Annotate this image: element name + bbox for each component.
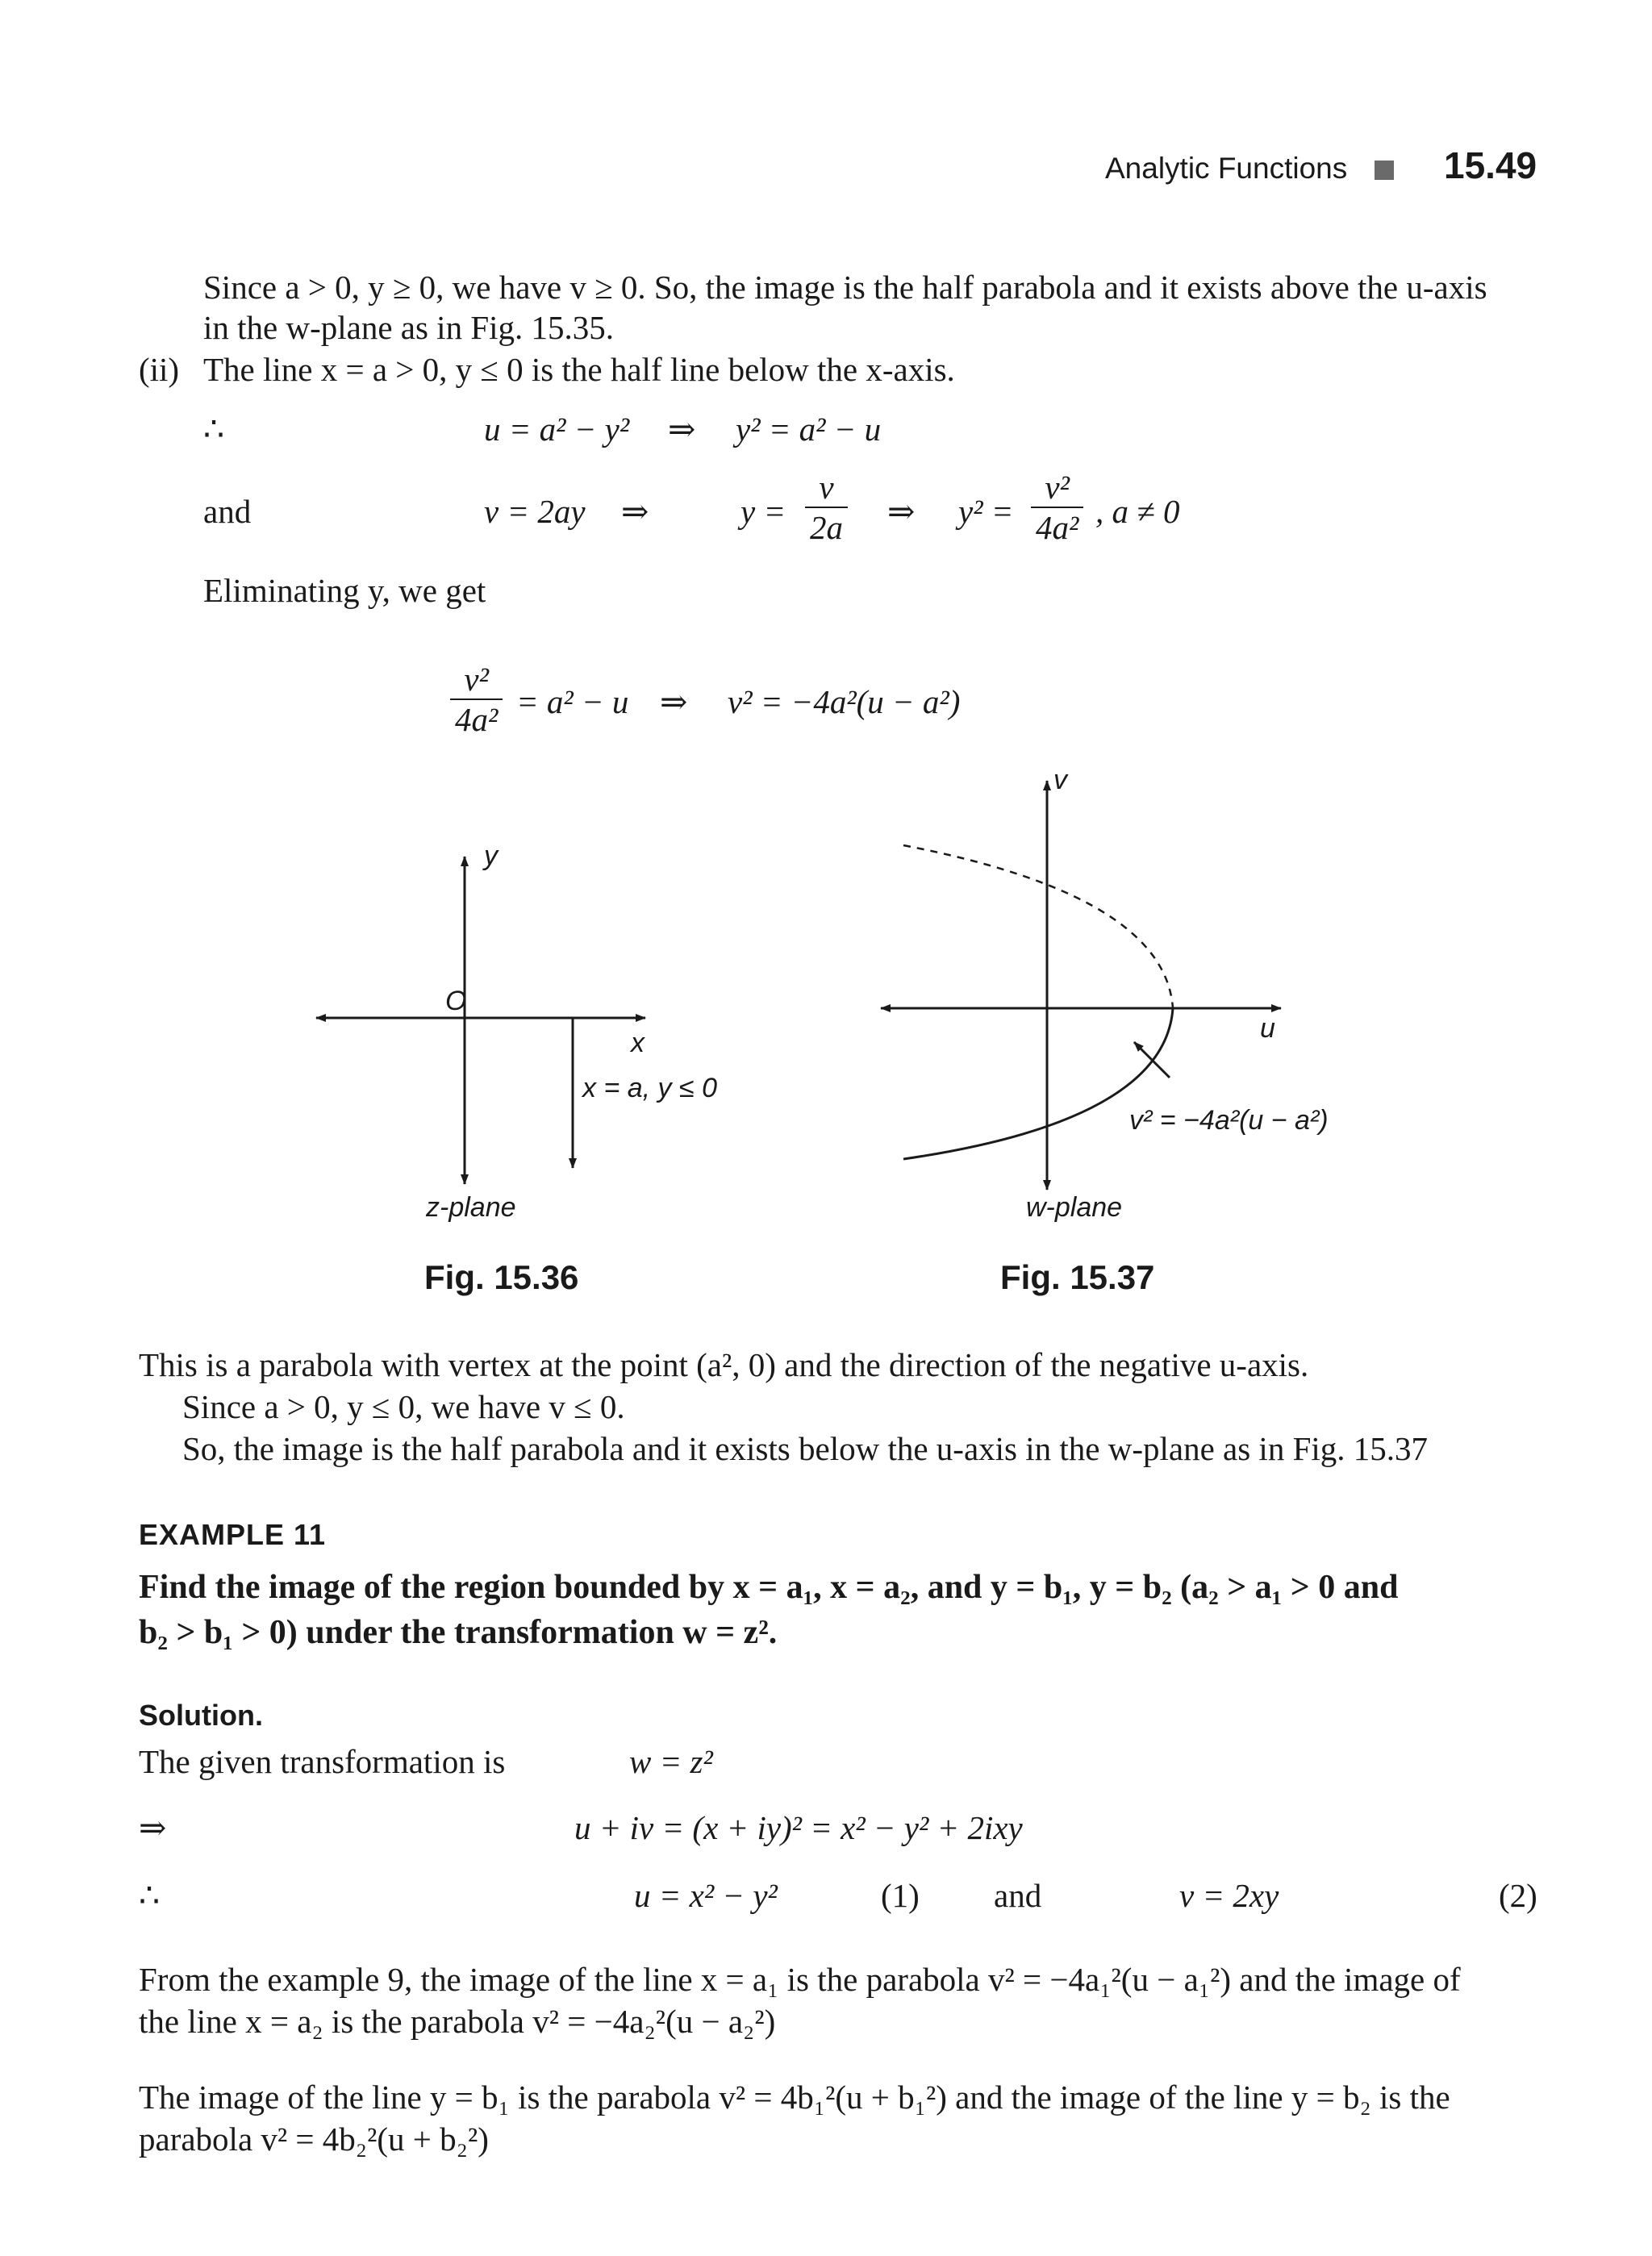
fraction-numerator: v² bbox=[1045, 469, 1070, 506]
equation-v-imag: v = 2xy bbox=[1179, 1877, 1279, 1914]
paragraph-line: The image of the line y = b₁ is the parabola v² = 4b₁²(u + b₁²) and the image of the line y = b₂ is the bbox=[139, 2079, 1450, 2116]
fraction-numerator: v bbox=[819, 469, 834, 506]
origin-label: O bbox=[445, 986, 467, 1016]
plane-label: w-plane bbox=[1026, 1192, 1123, 1223]
fraction-denominator: 2a bbox=[805, 507, 848, 547]
implies-arrow: ⇒ bbox=[139, 1809, 167, 1846]
fraction-v2-over-4a2 bbox=[1024, 468, 1090, 547]
axis-label-x: x bbox=[631, 1028, 645, 1058]
implies-arrow: ⇒ bbox=[668, 411, 696, 448]
condition-a-nonzero: , a ≠ 0 bbox=[1095, 493, 1180, 530]
paragraph-line: The given transformation is bbox=[139, 1743, 506, 1780]
list-item-text: The line x = a > 0, y ≤ 0 is the half line below the x-axis. bbox=[203, 351, 955, 388]
paragraph-line: From the example 9, the image of the line x = a₁ is the parabola v² = −4a₁²(u − a₁²) and the image of bbox=[139, 1961, 1461, 1998]
and-word: and bbox=[994, 1877, 1042, 1914]
equation-w-z2: w = z² bbox=[629, 1743, 713, 1780]
fraction-denominator: 4a² bbox=[1031, 507, 1083, 547]
axis-label-y: y bbox=[484, 840, 498, 871]
example-heading: EXAMPLE 11 bbox=[139, 1518, 327, 1551]
implies-arrow: ⇒ bbox=[660, 683, 688, 720]
paragraph-line: This is a parabola with vertex at the point (a², 0) and the direction of the negative u-axis. bbox=[139, 1346, 1309, 1383]
fraction-v2-over-4a2 bbox=[444, 660, 509, 739]
paragraph-line: Since a > 0, y ≥ 0, we have v ≥ 0. So, the image is the half parabola and it exists above the u-axis bbox=[203, 269, 1487, 306]
paragraph-line: the line x = a₂ is the parabola v² = −4a₂²(u − a₂²) bbox=[139, 2003, 776, 2040]
fraction-v-over-2a bbox=[799, 468, 854, 547]
example-question-line: b₂ > b₁ > 0) under the transformation w = z². bbox=[139, 1614, 778, 1651]
figure-15-37 bbox=[871, 766, 1387, 1202]
equation-mid: = a² − u bbox=[516, 683, 629, 720]
implies-arrow: ⇒ bbox=[887, 493, 916, 530]
header-square-icon bbox=[1375, 161, 1394, 180]
equation-expansion: u + iv = (x + iy)² = x² − y² + 2ixy bbox=[574, 1809, 1023, 1846]
paragraph-line: in the w-plane as in Fig. 15.35. bbox=[203, 309, 615, 346]
implies-arrow: ⇒ bbox=[621, 493, 649, 530]
and-word: and bbox=[203, 493, 252, 530]
equation-y-eq: y = bbox=[740, 493, 786, 530]
equation-y2: y² = a² − u bbox=[736, 411, 882, 448]
figure-caption: Fig. 15.37 bbox=[1000, 1258, 1155, 1296]
paragraph-line: parabola v² = 4b₂²(u + b₂²) bbox=[139, 2120, 489, 2158]
equation-y2-eq: y² = bbox=[958, 493, 1014, 530]
line-label: x = a, y ≤ 0 bbox=[582, 1073, 718, 1103]
parabola-upper-half-dashed bbox=[903, 845, 1173, 1008]
example-question-line: Find the image of the region bounded by x = a₁, x = a₂, and y = b₁, y = b₂ (a₂ > a₁ > 0 and bbox=[139, 1569, 1399, 1606]
axis-label-u: u bbox=[1260, 1013, 1275, 1044]
label-pointer-arrow bbox=[1134, 1042, 1170, 1078]
paragraph-line: So, the image is the half parabola and it exists below the u-axis in the w-plane as in Fig. 15.37 bbox=[182, 1430, 1429, 1467]
equation-tag: (1) bbox=[881, 1877, 920, 1914]
plane-label: z-plane bbox=[426, 1192, 516, 1223]
fraction-denominator: 4a² bbox=[450, 698, 503, 739]
equation-parabola: v² = −4a²(u − a²) bbox=[728, 683, 961, 720]
fraction-numerator: v² bbox=[464, 661, 489, 698]
running-header-title: Analytic Functions bbox=[1105, 152, 1348, 185]
curve-label: v² = −4a²(u − a²) bbox=[1129, 1105, 1329, 1136]
paragraph-line: Eliminating y, we get bbox=[203, 572, 486, 609]
axis-label-v: v bbox=[1053, 765, 1067, 795]
equation-u-real: u = x² − y² bbox=[634, 1877, 778, 1914]
equation-u: u = a² − y² bbox=[484, 411, 630, 448]
solution-heading: Solution. bbox=[139, 1699, 263, 1732]
figure-15-36 bbox=[307, 839, 726, 1194]
therefore-symbol: ∴ bbox=[139, 1877, 161, 1914]
therefore-symbol: ∴ bbox=[203, 411, 225, 448]
paragraph-line: Since a > 0, y ≤ 0, we have v ≤ 0. bbox=[182, 1388, 625, 1425]
list-marker: (ii) bbox=[139, 351, 180, 388]
equation-tag: (2) bbox=[1499, 1877, 1537, 1914]
equation-v: v = 2ay bbox=[484, 493, 586, 530]
page-number: 15.49 bbox=[1444, 144, 1537, 186]
figure-caption: Fig. 15.36 bbox=[424, 1258, 579, 1296]
